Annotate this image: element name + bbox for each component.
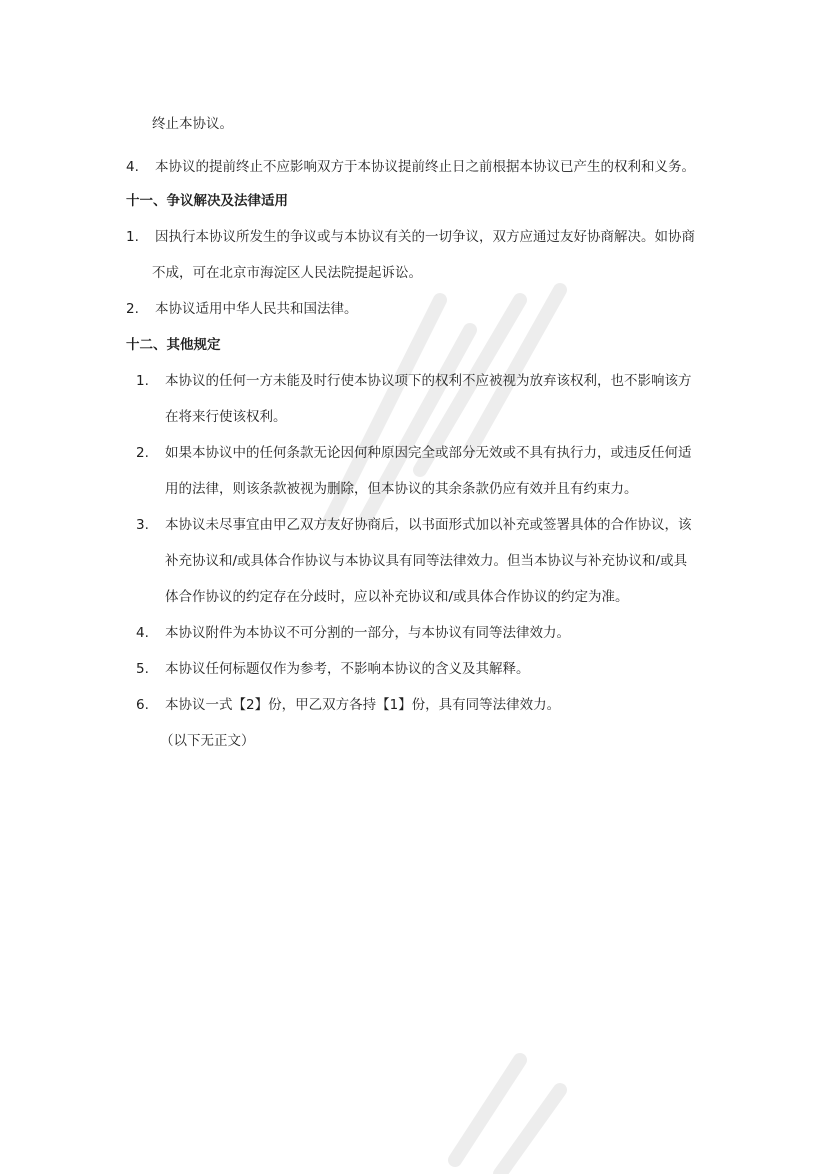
- section12-heading: 十二、其他规定: [126, 337, 221, 353]
- section12-item3-line2: 补充协议和/或具体合作协议与本协议具有同等法律效力。但当本协议与补充协议和/或具: [165, 553, 688, 569]
- section12-item3-line1: 本协议未尽事宜由甲乙双方友好协商后，以书面形式加以补充或签署具体的合作协议，该: [165, 517, 692, 533]
- section12-item1-line2: 在将来行使该权利。: [165, 409, 287, 425]
- section12-item3-line3: 体合作协议的约定存在分歧时，应以补充协议和/或具体合作协议的约定为准。: [165, 589, 629, 605]
- section12-item4-line1: 本协议附件为本协议不可分割的一部分，与本协议有同等法律效力。: [165, 625, 570, 641]
- section11-item1-line2: 不成，可在北京市海淀区人民法院提起诉讼。: [152, 265, 422, 281]
- section12-item5-line1: 本协议任何标题仅作为参考，不影响本协议的含义及其解释。: [165, 661, 530, 677]
- section12-item2-line1: 如果本协议中的任何条款无论因何种原因完全或部分无效或不具有执行力，或违反任何适: [165, 445, 692, 461]
- section12-item1-number: 1.: [136, 373, 149, 389]
- section11-item2-line1: 本协议适用中华人民共和国法律。: [155, 301, 358, 317]
- section12-item4-number: 4.: [136, 625, 149, 641]
- section12-item5-number: 5.: [136, 661, 149, 677]
- end-of-text-note: （以下无正文）: [160, 733, 255, 749]
- section12-item2-line2: 用的法律，则该条款被视为删除，但本协议的其余条款仍应有效并且有约束力。: [165, 481, 638, 497]
- section11-item2-number: 2.: [126, 301, 139, 317]
- section10-item4-number: 4.: [126, 159, 139, 175]
- section12-item6-number: 6.: [136, 697, 149, 713]
- section10-continuation: 终止本协议。: [152, 116, 233, 132]
- section12-item3-number: 3.: [136, 517, 149, 533]
- section12-item1-line1: 本协议的任何一方未能及时行使本协议项下的权利不应被视为放弃该权利，也不影响该方: [165, 373, 692, 389]
- section11-item1-number: 1.: [126, 229, 139, 245]
- section12-item2-number: 2.: [136, 445, 149, 461]
- section10-item4-text: 本协议的提前终止不应影响双方于本协议提前终止日之前根据本协议已产生的权利和义务。: [155, 159, 695, 175]
- section11-heading: 十一、争议解决及法律适用: [126, 193, 288, 209]
- section11-item1-line1: 因执行本协议所发生的争议或与本协议有关的一切争议，双方应通过友好协商解决。如协商: [155, 229, 695, 245]
- section12-item6-line1: 本协议一式【2】份，甲乙双方各持【1】份，具有同等法律效力。: [165, 697, 561, 713]
